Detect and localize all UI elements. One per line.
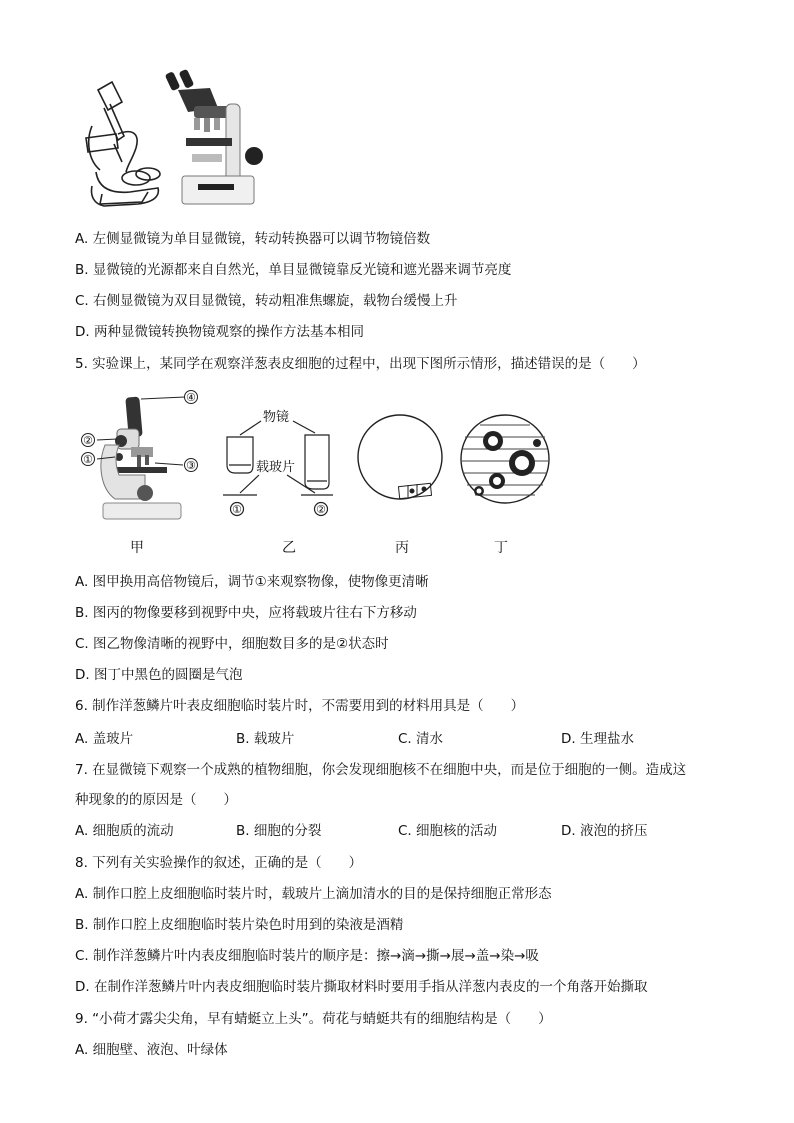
q5-option-b: B. 图丙的物像要移到视野中央，应将载玻片往右下方移动 bbox=[75, 605, 417, 621]
caption-yi: 乙 bbox=[282, 540, 296, 556]
q4-option-c: C. 右侧显微镜为双目显微镜，转动粗准焦螺旋，载物台缓慢上升 bbox=[75, 293, 458, 309]
q8-option-c: C. 制作洋葱鳞片叶内表皮细胞临时装片的顺序是：擦→滴→撕→展→盖→染→吸 bbox=[75, 948, 539, 964]
q5-option-c: C. 图乙物像清晰的视野中，细胞数目多的是②状态时 bbox=[75, 636, 389, 652]
q7-stem-line1: 7. 在显微镜下观察一个成熟的植物细胞，你会发现细胞核不在细胞中央，而是位于细胞的一侧。造成这 bbox=[75, 762, 687, 778]
q4-option-d: D. 两种显微镜转换物镜观察的操作方法基本相同 bbox=[75, 324, 364, 340]
q8-option-d: D. 在制作洋葱鳞片叶内表皮细胞临时装片撕取材料时要用手指从洋葱内表皮的一个角落开始撕取 bbox=[75, 979, 648, 995]
figure-ding-view bbox=[461, 415, 549, 503]
q5-option-d: D. 图丁中黑色的圆圈是气泡 bbox=[75, 667, 243, 683]
q4-microscopes-figure bbox=[78, 68, 278, 213]
marker-1-yi: ① bbox=[232, 503, 242, 516]
caption-bing: 丙 bbox=[395, 540, 409, 556]
q7-option-d: D. 液泡的挤压 bbox=[561, 823, 648, 839]
q9-stem: 9. “小荷才露尖尖角，早有蜻蜓立上头”。荷花与蜻蜓共有的细胞结构是（ ） bbox=[75, 1011, 552, 1027]
q6-option-a: A. 盖玻片 bbox=[75, 731, 134, 747]
marker-4: ④ bbox=[186, 391, 196, 404]
figure-bing-view bbox=[358, 415, 442, 499]
q6-option-c: C. 清水 bbox=[398, 731, 444, 747]
q4-option-a: A. 左侧显微镜为单目显微镜，转动转换器可以调节物镜倍数 bbox=[75, 231, 431, 247]
caption-jia: 甲 bbox=[130, 540, 144, 556]
q5-figure bbox=[75, 385, 555, 525]
monocular-microscope-drawing bbox=[86, 82, 160, 206]
q6-option-b: B. 载玻片 bbox=[236, 731, 295, 747]
q8-option-a: A. 制作口腔上皮细胞临时装片时，载玻片上滴加清水的目的是保持细胞正常形态 bbox=[75, 886, 552, 902]
q7-stem-line2: 种现象的的原因是（ ） bbox=[75, 792, 237, 808]
q7-option-c: C. 细胞核的活动 bbox=[398, 823, 498, 839]
marker-1-jia: ① bbox=[83, 453, 93, 466]
label-zaiboli: 载玻片 bbox=[256, 460, 296, 475]
q8-option-b: B. 制作口腔上皮细胞临时装片染色时用到的染液是酒精 bbox=[75, 917, 404, 933]
q5-stem: 5. 实验课上，某同学在观察洋葱表皮细胞的过程中，出现下图所示情形，描述错误的是（ ） bbox=[75, 356, 646, 372]
q5-option-a: A. 图甲换用高倍物镜后，调节①来观察物像，使物像更清晰 bbox=[75, 574, 429, 590]
marker-2-yi: ② bbox=[316, 503, 326, 516]
marker-2-jia: ② bbox=[83, 434, 93, 447]
q9-option-a: A. 细胞壁、液泡、叶绿体 bbox=[75, 1042, 228, 1058]
label-wujing: 物镜 bbox=[263, 410, 290, 425]
q8-stem: 8. 下列有关实验操作的叙述，正确的是（ ） bbox=[75, 855, 363, 871]
q7-option-a: A. 细胞质的流动 bbox=[75, 823, 174, 839]
binocular-microscope-drawing bbox=[165, 69, 263, 204]
q6-option-d: D. 生理盐水 bbox=[561, 731, 634, 747]
marker-3: ③ bbox=[186, 459, 196, 472]
q6-stem: 6. 制作洋葱鳞片叶表皮细胞临时装片时，不需要用到的材料用具是（ ） bbox=[75, 698, 525, 714]
q4-option-b: B. 显微镜的光源都来自自然光，单目显微镜靠反光镜和遮光器来调节亮度 bbox=[75, 262, 512, 278]
caption-ding: 丁 bbox=[494, 540, 508, 556]
q7-option-b: B. 细胞的分裂 bbox=[236, 823, 322, 839]
figure-jia-microscope bbox=[82, 391, 198, 520]
